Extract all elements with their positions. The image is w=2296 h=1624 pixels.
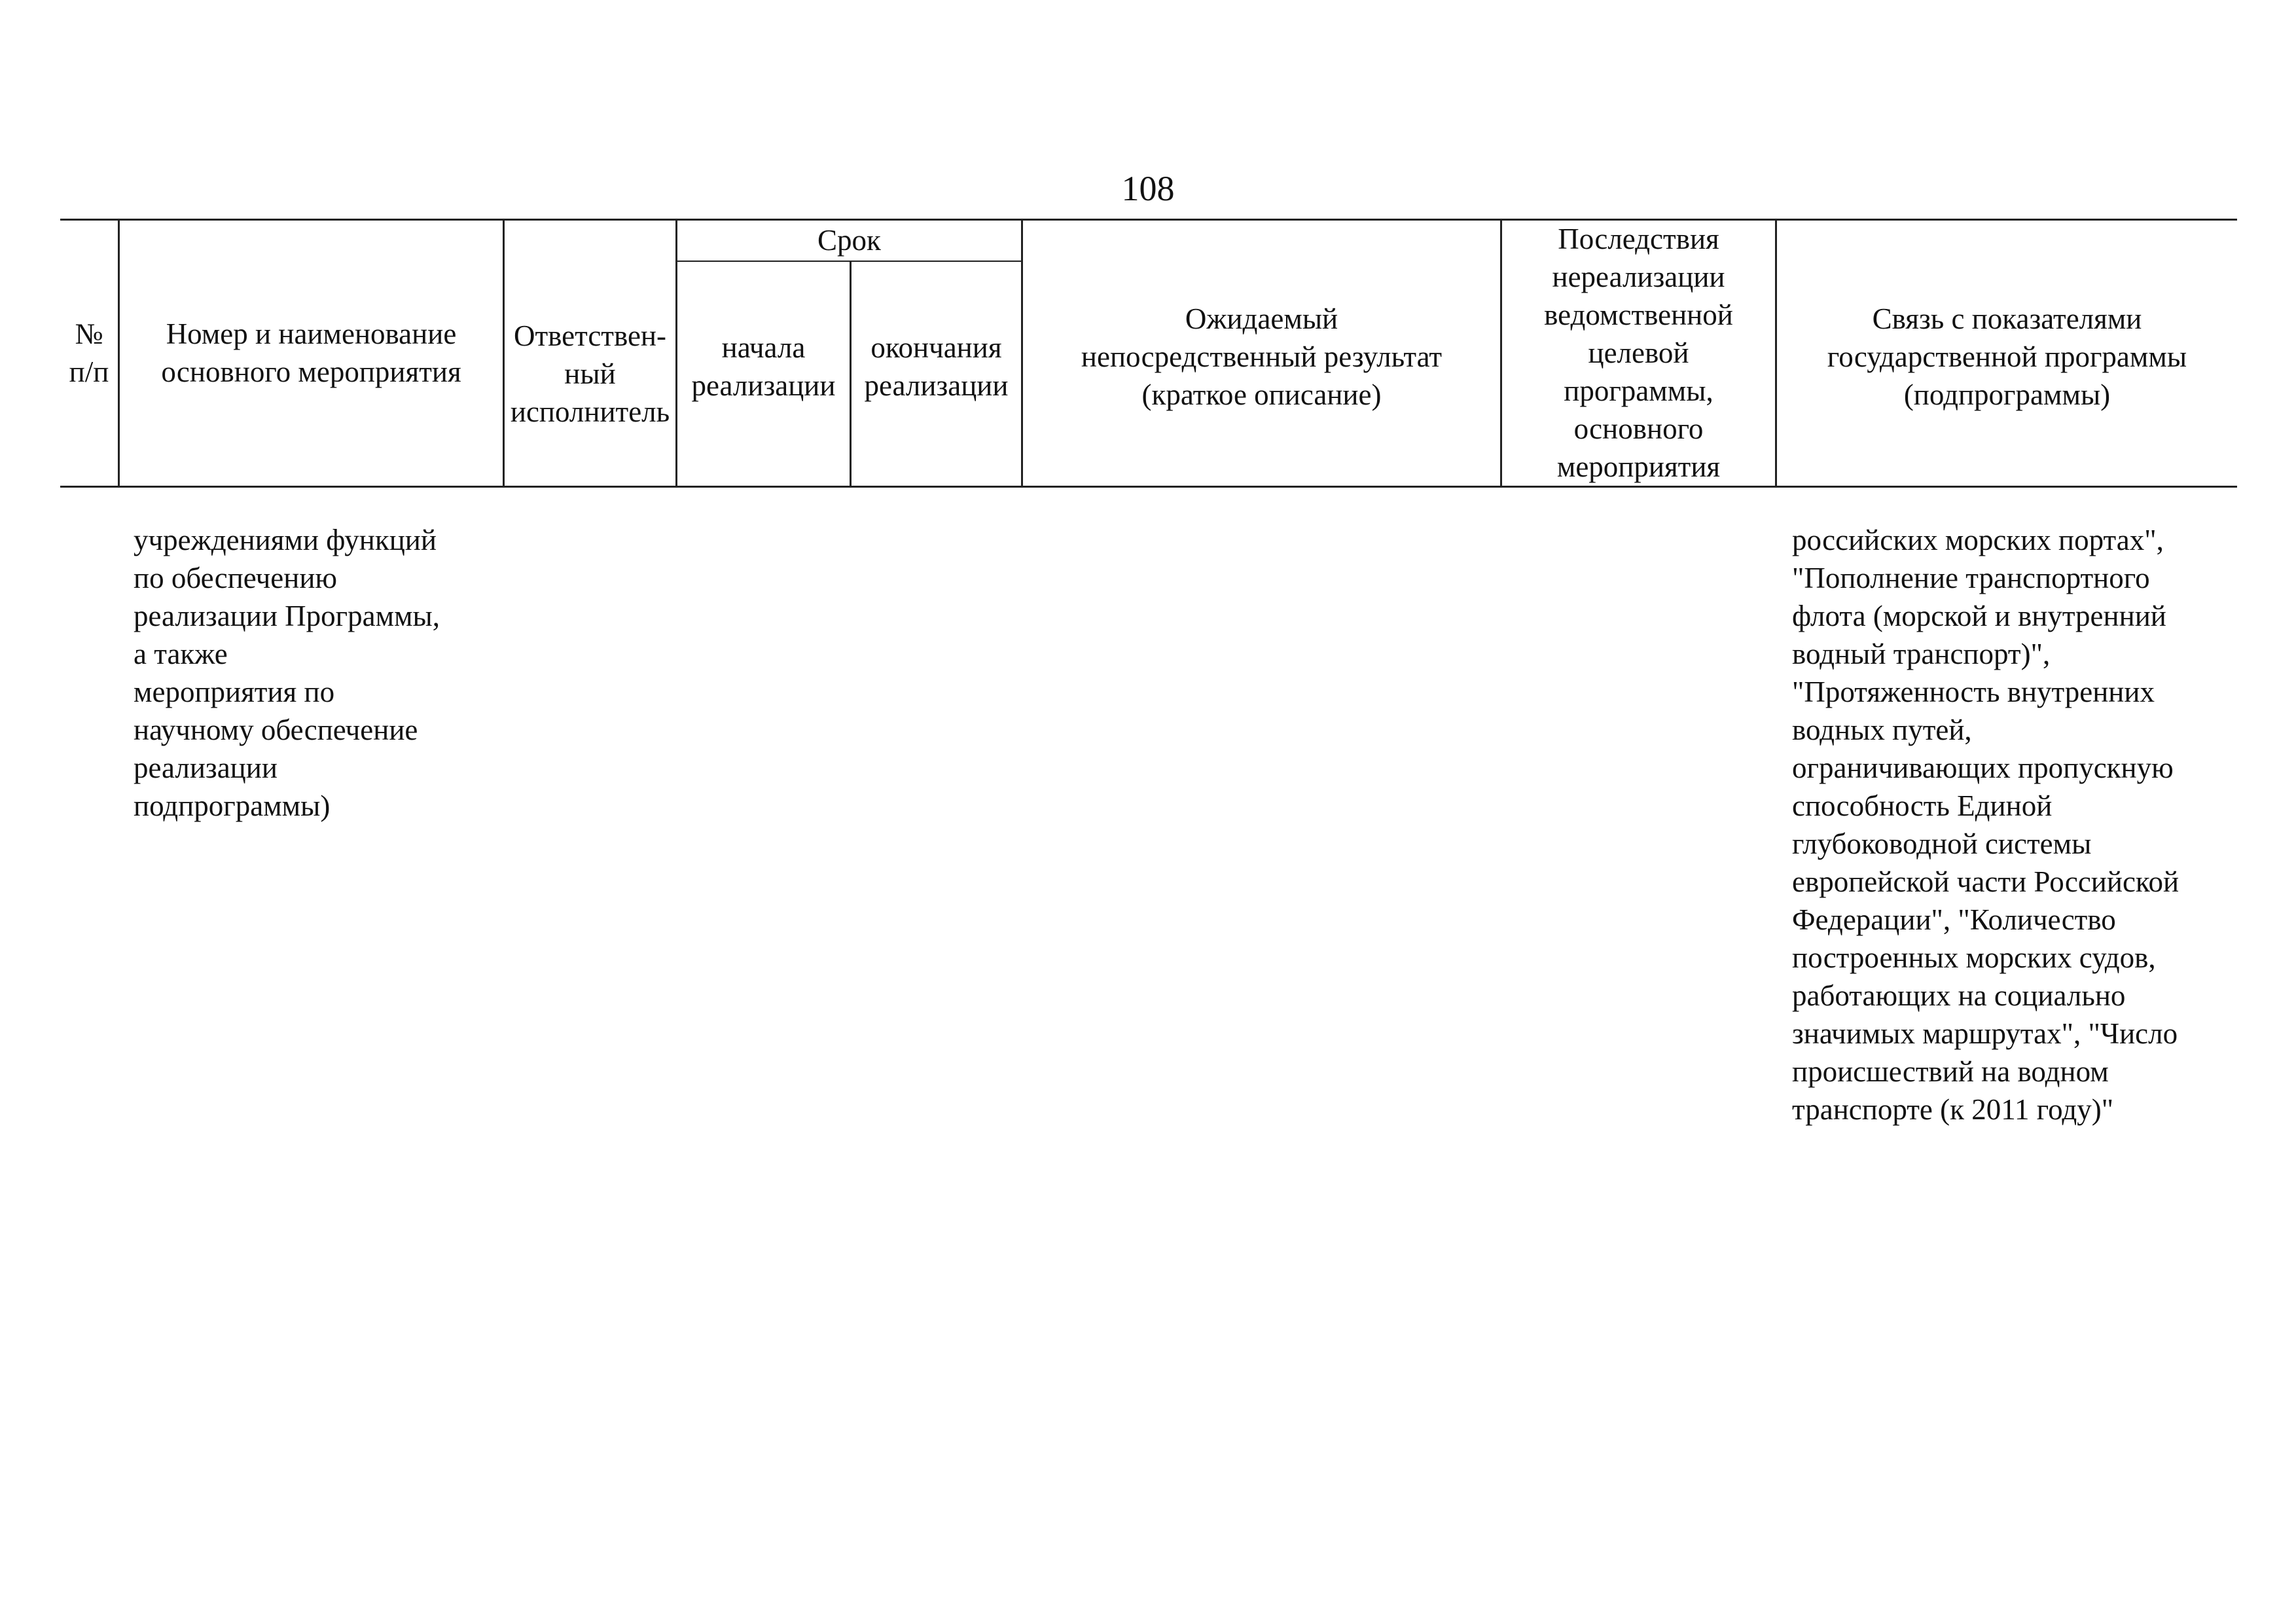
header-executor: Ответствен- ный исполнитель <box>510 319 670 428</box>
row-indicators-link: российских морских портах", "Пополнение транспортного флота (морской и внутренний водный транспорт)", "Протяженность внутренних водных путей, ограничивающих пропускную способность Единой глубоководной системы европейской части Российской Федерации", "Количество построенных морских судов, работающих на социально значимых маршрутах", "Число происшествий на водном транспорте (к 2011 году)" <box>1792 524 2179 1126</box>
term-divider <box>675 261 1021 262</box>
header-start: начала реализации <box>691 331 836 402</box>
row-event-name: учреждениями функций по обеспечению реализации Программы, а также мероприятия по научному обеспечение реализации подпрограммы) <box>134 524 440 822</box>
header-bottom-border <box>60 486 2237 488</box>
header-expected-result: Ожидаемый непосредственный результат (краткое описание) <box>1081 302 1443 411</box>
header-end: окончания реализации <box>864 331 1009 402</box>
page-number: 108 <box>1121 169 1175 208</box>
header-name: Номер и наименование основного мероприятия <box>161 317 461 388</box>
header-indicators-link: Связь с показателями государственной программы (подпрограммы) <box>1827 302 2187 411</box>
header-term: Срок <box>817 224 881 257</box>
header-consequences: Последствия нереализации ведомственной целевой программы, основного мероприятия <box>1544 223 1733 483</box>
header-num: № п/п <box>69 317 109 388</box>
